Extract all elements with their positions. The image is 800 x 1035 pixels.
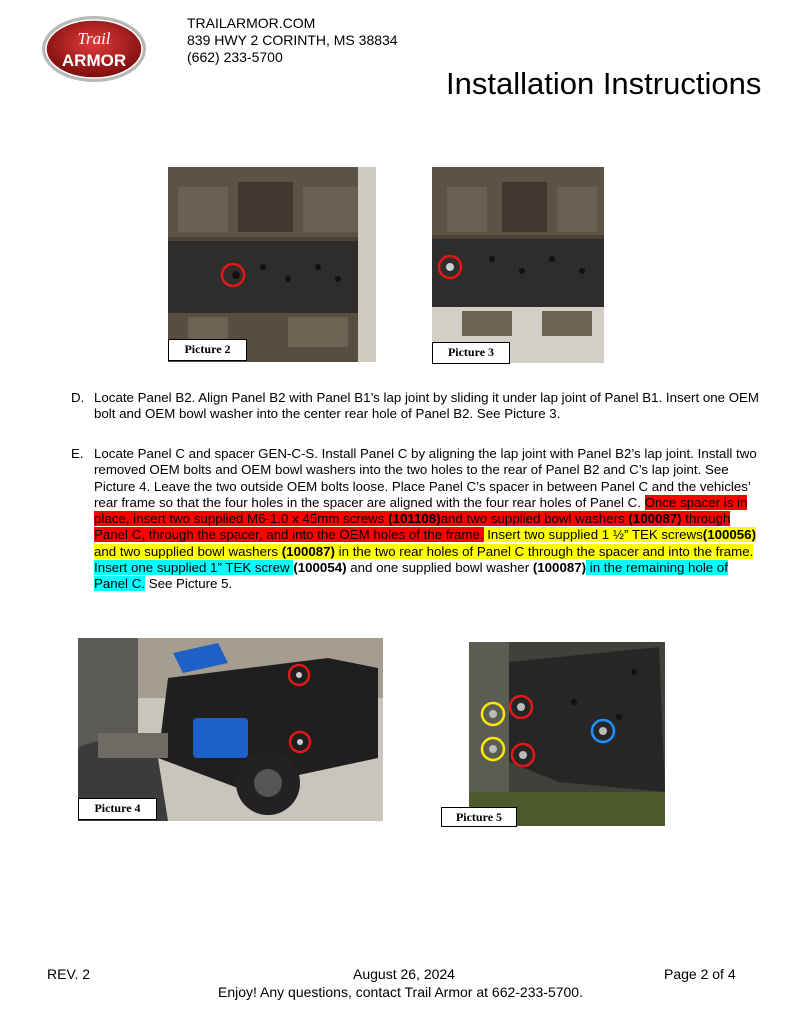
footer-page-number: Page 2 of 4	[664, 966, 736, 982]
highlight-yellow-3: in the two rear holes of Panel C through the spacer and into the frame.	[334, 543, 754, 559]
footer-date: August 26, 2024	[353, 966, 455, 982]
contact-block	[187, 15, 398, 66]
highlight-cyan-3: in the remaining hole of Panel C.	[94, 560, 728, 592]
footer-revision: REV. 2	[47, 966, 91, 982]
plain-cyan-2: and one supplied bowl washer	[346, 560, 533, 576]
step-e-plain-2: See Picture 5.	[145, 576, 233, 592]
part-number-100054: (100054)	[293, 560, 347, 576]
highlight-yellow-2: and two supplied bowl washers	[94, 543, 282, 559]
picture-5-photo	[455, 642, 665, 826]
picture-2-photo	[168, 167, 376, 362]
step-d	[71, 390, 761, 423]
phone-text: (662) 233-5700	[187, 49, 283, 65]
part-number-100056: (100056)	[702, 527, 757, 543]
footer-contact-note: Enjoy! Any questions, contact Trail Armor at 662-233-5700.	[218, 984, 583, 1000]
picture-3-photo	[432, 167, 604, 363]
highlight-red-3: through Panel C, through the spacer, and into the OEM holes of the frame.	[94, 511, 731, 543]
part-number-101108: (101108)	[388, 511, 441, 527]
website-text: TRAILARMOR.COM	[187, 15, 316, 31]
step-e	[71, 446, 761, 593]
picture-4-photo	[78, 638, 383, 821]
address-text: 839 HWY 2 CORINTH, MS 38834	[187, 32, 398, 48]
logo-brand-top: Trail	[77, 29, 111, 48]
part-number-100087: (100087)	[281, 543, 335, 559]
part-number-100087: (100087)	[628, 511, 682, 527]
picture-2-caption: Picture 2	[168, 339, 247, 361]
picture-3-caption: Picture 3	[432, 342, 510, 364]
step-e-plain-1: Locate Panel C and spacer GEN-C-S. Install Panel C by aligning the lap joint with Panel B2’s lap joint. Install two removed OEM bolts and OEM bowl washers into the two holes to the rear of Panel B2 and C’s lap joint. See Picture 4. Leave the two outside OEM bolts loose. Place Panel C’s spacer in between Panel C and the vehicles’ rear frame so that the four holes in the spacer are aligned with the four rear holes of Panel C.	[94, 446, 757, 510]
trail-armor-logo	[40, 14, 148, 84]
highlight-red-1: Once spacer is in place, insert two supplied M6-1.0 x 45mm screws	[94, 494, 748, 527]
highlight-cyan-1: Insert one supplied 1” TEK screw	[94, 560, 294, 576]
picture-4-caption: Picture 4	[78, 798, 157, 820]
step-d-text: Locate Panel B2. Align Panel B2 with Panel B1’s lap joint by sliding it under lap joint of Panel B1. Insert one OEM bolt and OEM bowl washer into the center rear hole of Panel B2. See Picture 3.	[94, 390, 760, 422]
step-d-letter: D.	[71, 390, 85, 405]
step-e-text	[94, 446, 761, 593]
picture-5-caption: Picture 5	[441, 807, 517, 827]
step-e-letter: E.	[71, 446, 84, 461]
logo-brand-bottom: ARMOR	[61, 51, 127, 70]
highlight-yellow-1: Insert two supplied 1 ½” TEK screws	[483, 527, 703, 543]
document-title: Installation Instructions	[446, 66, 762, 101]
highlight-red-2: and two supplied bowl washers	[440, 511, 629, 527]
part-number-100087: (100087)	[532, 560, 587, 576]
